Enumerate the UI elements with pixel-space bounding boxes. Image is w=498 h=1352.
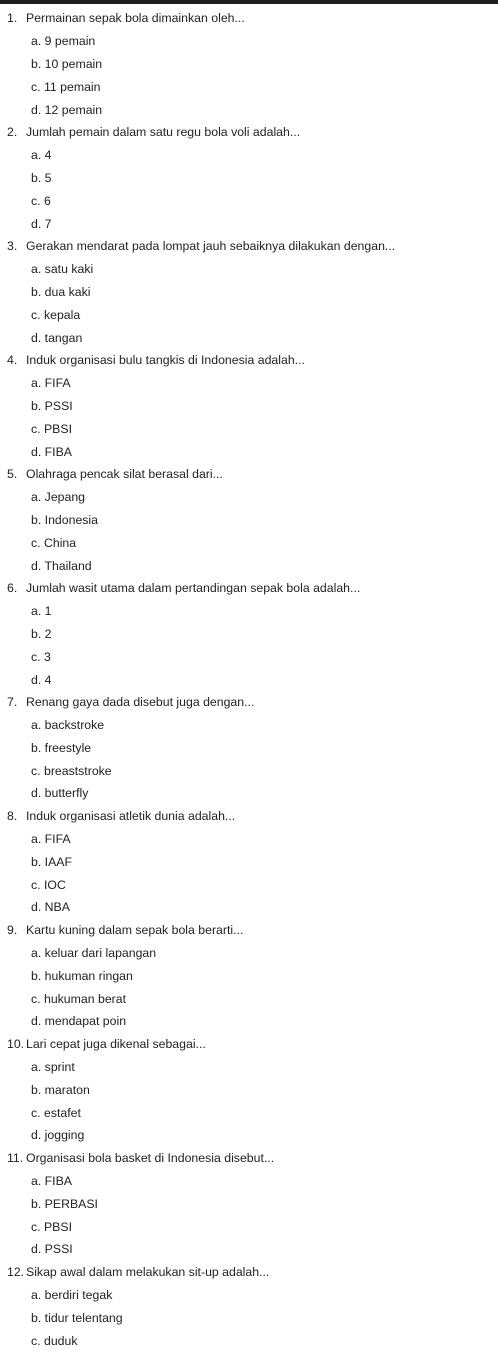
question-row bbox=[0, 121, 498, 144]
answer-option: a. sprint bbox=[31, 1060, 75, 1075]
answer-option: b. dua kaki bbox=[31, 284, 91, 299]
answer-option: d. mendapat poin bbox=[31, 1014, 127, 1029]
question-block bbox=[0, 577, 498, 691]
answer-option: b. 5 bbox=[31, 170, 52, 185]
question-block bbox=[0, 919, 498, 1033]
answer-option: d. Thailand bbox=[31, 558, 92, 573]
question-row bbox=[0, 235, 498, 258]
answer-option: b. 10 pemain bbox=[31, 56, 103, 71]
question-block bbox=[0, 805, 498, 919]
question-row bbox=[0, 919, 498, 942]
answer-option: d. jogging bbox=[31, 1128, 85, 1143]
answer-option: b. PSSI bbox=[31, 398, 73, 413]
answer-option: a. berdiri tegak bbox=[31, 1288, 113, 1303]
question-number: 12. bbox=[7, 1265, 25, 1280]
question-block bbox=[0, 1261, 498, 1352]
answer-option: c. PBSI bbox=[31, 421, 73, 436]
answer-option: b. maraton bbox=[31, 1082, 90, 1097]
question-block bbox=[0, 121, 498, 235]
question-text: Renang gaya dada disebut juga dengan... bbox=[26, 695, 255, 710]
question-text: Jumlah wasit utama dalam pertandingan sepak bola adalah... bbox=[26, 581, 361, 596]
question-text: Lari cepat juga dikenal sebagai... bbox=[26, 1037, 206, 1052]
question-row bbox=[0, 349, 498, 372]
question-row bbox=[0, 805, 498, 828]
question-row bbox=[0, 1261, 498, 1284]
answer-option: c. 3 bbox=[31, 649, 51, 664]
question-number: 8. bbox=[7, 809, 18, 824]
question-row bbox=[0, 1147, 498, 1170]
answer-option: a. keluar dari lapangan bbox=[31, 946, 157, 961]
answer-option: c. kepala bbox=[31, 307, 81, 322]
answer-option: d. PSSI bbox=[31, 1242, 73, 1257]
answer-option: d. 12 pemain bbox=[31, 102, 103, 117]
question-block bbox=[0, 235, 498, 349]
answer-option: a. backstroke bbox=[31, 718, 105, 733]
answer-option: a. 1 bbox=[31, 604, 52, 619]
answer-option: c. estafet bbox=[31, 1105, 81, 1120]
question-number: 6. bbox=[7, 581, 18, 596]
question-row bbox=[0, 463, 498, 486]
question-text: Gerakan mendarat pada lompat jauh sebaiknya dilakukan dengan... bbox=[26, 239, 396, 254]
question-text: Olahraga pencak silat berasal dari... bbox=[26, 467, 223, 482]
answer-option: b. 2 bbox=[31, 626, 52, 641]
quiz-question-list bbox=[0, 7, 498, 1352]
question-number: 10. bbox=[7, 1037, 25, 1052]
answer-option: a. Jepang bbox=[31, 490, 86, 505]
question-row bbox=[0, 7, 498, 30]
answer-option: b. freestyle bbox=[31, 740, 92, 755]
question-block bbox=[0, 463, 498, 577]
question-text: Induk organisasi bulu tangkis di Indonesia adalah... bbox=[26, 353, 305, 368]
question-number: 4. bbox=[7, 353, 18, 368]
question-block bbox=[0, 7, 498, 121]
answer-option: b. PERBASI bbox=[31, 1196, 98, 1211]
question-text: Organisasi bola basket di Indonesia disebut... bbox=[26, 1151, 275, 1166]
question-block bbox=[0, 349, 498, 463]
answer-option: b. IAAF bbox=[31, 854, 73, 869]
question-row bbox=[0, 691, 498, 714]
question-row bbox=[0, 1033, 498, 1056]
question-number: 2. bbox=[7, 125, 18, 140]
answer-option: a. satu kaki bbox=[31, 262, 94, 277]
answer-option: a. 9 pemain bbox=[31, 34, 96, 49]
question-text: Kartu kuning dalam sepak bola berarti... bbox=[26, 923, 244, 938]
answer-option: a. FIBA bbox=[31, 1174, 73, 1189]
question-block bbox=[0, 1147, 498, 1261]
answer-option: d. FIBA bbox=[31, 444, 73, 459]
question-number: 11. bbox=[7, 1151, 24, 1166]
answer-option: d. 4 bbox=[31, 672, 52, 687]
answer-option: a. 4 bbox=[31, 148, 52, 163]
question-text: Permainan sepak bola dimainkan oleh... bbox=[26, 11, 245, 26]
question-number: 7. bbox=[7, 695, 18, 710]
answer-option: c. hukuman berat bbox=[31, 991, 127, 1006]
answer-option: c. IOC bbox=[31, 877, 66, 892]
answer-option: d. butterfly bbox=[31, 786, 89, 801]
answer-option: c. 6 bbox=[31, 193, 51, 208]
question-number: 9. bbox=[7, 923, 18, 938]
top-edge-bar bbox=[0, 0, 498, 4]
answer-option: c. China bbox=[31, 535, 77, 550]
answer-option: c. 11 pemain bbox=[31, 79, 101, 94]
answer-option: d. NBA bbox=[31, 900, 70, 915]
question-row bbox=[0, 577, 498, 600]
question-text: Sikap awal dalam melakukan sit-up adalah... bbox=[26, 1265, 270, 1280]
answer-option: c. duduk bbox=[31, 1333, 78, 1348]
answer-option: b. tidur telentang bbox=[31, 1310, 123, 1325]
answer-option: d. tangan bbox=[31, 330, 83, 345]
question-number: 1. bbox=[7, 11, 18, 26]
question-number: 3. bbox=[7, 239, 18, 254]
question-text: Jumlah pemain dalam satu regu bola voli adalah... bbox=[26, 125, 301, 140]
question-block bbox=[0, 1033, 498, 1147]
answer-option: a. FIFA bbox=[31, 832, 71, 847]
question-block bbox=[0, 691, 498, 805]
answer-option: c. breaststroke bbox=[31, 763, 112, 778]
answer-option: b. hukuman ringan bbox=[31, 968, 133, 983]
answer-option: d. 7 bbox=[31, 216, 52, 231]
answer-option: a. FIFA bbox=[31, 376, 71, 391]
answer-option: c. PBSI bbox=[31, 1219, 73, 1234]
question-text: Induk organisasi atletik dunia adalah... bbox=[26, 809, 236, 824]
question-number: 5. bbox=[7, 467, 18, 482]
answer-option: b. Indonesia bbox=[31, 512, 99, 527]
